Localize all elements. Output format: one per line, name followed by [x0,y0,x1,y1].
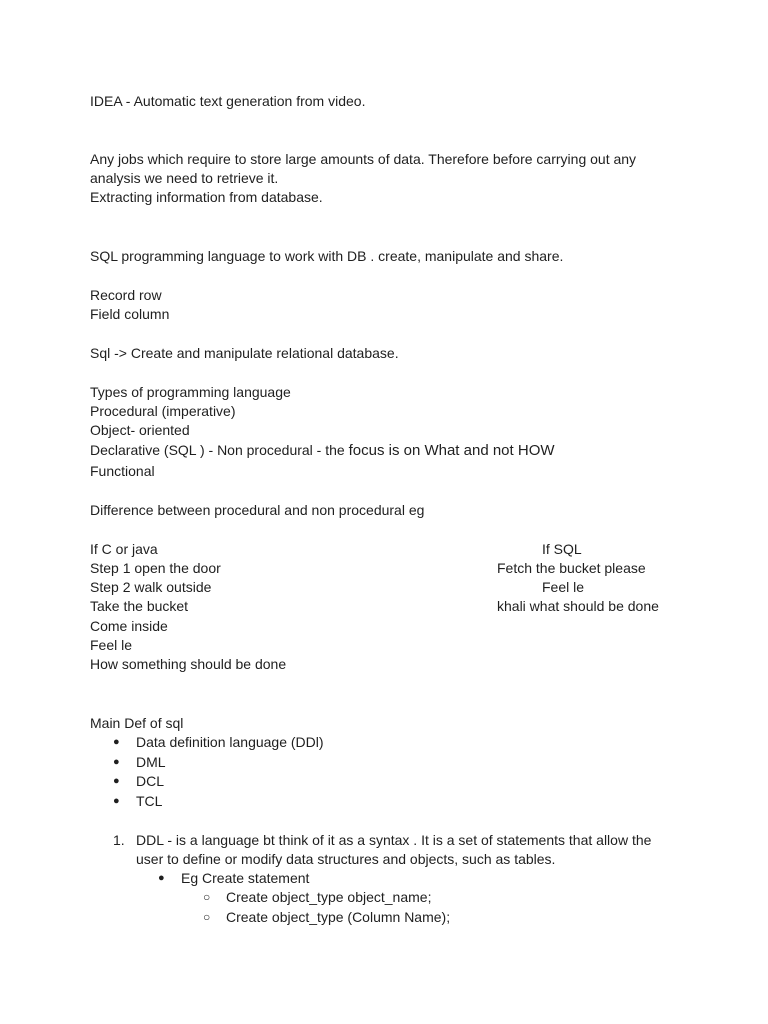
main-def-item: DCL [136,773,165,789]
left-col-line: Come inside [90,618,168,634]
bullet-icon: ● [113,756,120,768]
bullet-icon: ● [113,775,120,787]
left-col-line: Take the bucket [90,598,189,614]
jobs-line-1: Any jobs which require to store large amounts of data. Therefore before carrying out any [90,151,637,167]
main-def-item: TCL [136,793,163,809]
main-def-item: DML [136,754,166,770]
left-col-line: Feel le [90,637,133,653]
circle-bullet-icon: ○ [203,910,211,924]
left-col-line: Step 2 walk outside [90,579,212,595]
declarative-focus-text: focus is on What and not HOW [348,442,555,459]
main-def-item: Data definition language (DDl) [136,734,324,750]
right-col-line: Fetch the bucket please [497,560,646,576]
ddl-sub-item: Eg Create statement [181,870,310,886]
left-col-line: If C or java [90,541,158,557]
bullet-icon: ● [113,736,120,748]
record-line: Record row [90,287,162,303]
ddl-subsub-item: Create object_type object_name; [226,889,432,905]
ddl-line-2: user to define or modify data structures and objects, such as tables. [136,851,556,867]
sql-language-line: SQL programming language to work with DB . create, manipulate and share. [90,248,564,264]
object-oriented-line: Object- oriented [90,422,190,438]
bullet-icon: ● [113,795,120,807]
procedural-line: Procedural (imperative) [90,403,236,419]
functional-line: Functional [90,463,155,479]
bullet-icon: ● [158,872,165,884]
difference-line: Difference between procedural and non procedural eg [90,502,425,518]
types-heading: Types of programming language [90,384,291,400]
list-number: 1. [113,832,125,848]
main-def-heading: Main Def of sql [90,715,184,731]
ddl-line-1: DDL - is a language bt think of it as a syntax . It is a set of statements that allow the [136,832,652,848]
field-line: Field column [90,306,170,322]
circle-bullet-icon: ○ [203,890,211,904]
extract-line: Extracting information from database. [90,189,323,205]
left-col-line: How something should be done [90,656,287,672]
left-col-line: Step 1 open the door [90,560,221,576]
right-col-line: khali what should be done [497,598,659,614]
declarative-line [90,441,555,460]
right-col-line: If SQL [542,541,582,557]
jobs-line-2: analysis we need to retrieve it. [90,170,279,186]
right-col-line: Feel le [542,579,585,595]
idea-line: IDEA - Automatic text generation from video. [90,93,366,109]
declarative-text: Declarative (SQL ) - Non procedural - the [90,442,349,458]
sql-arrow-line: Sql -> Create and manipulate relational database. [90,345,399,361]
ddl-subsub-item: Create object_type (Column Name); [226,909,451,925]
